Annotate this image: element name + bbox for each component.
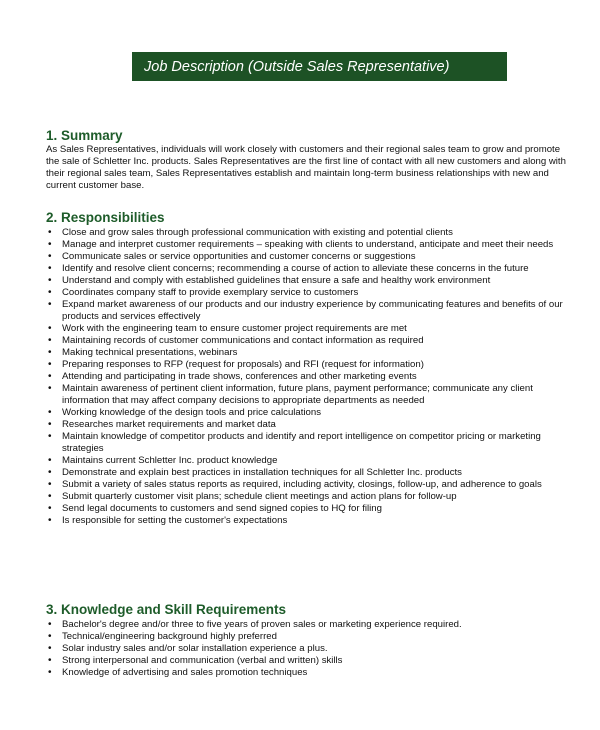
- list-item: • Maintains current Schletter Inc. product knowledge: [46, 455, 566, 467]
- document-title: Job Description (Outside Sales Representative): [144, 58, 450, 75]
- knowledge-list: [46, 619, 566, 679]
- list-item: • Maintaining records of customer communications and contact information as required: [46, 335, 566, 347]
- responsibilities-heading: 2. Responsibilities: [46, 210, 165, 225]
- list-item: • Maintain knowledge of competitor products and identify and report intelligence on competitor pricing or marketing strategies: [46, 431, 566, 455]
- list-item: • Submit a variety of sales status reports as required, including activity, closings, follow-up, and adherence to goals: [46, 479, 566, 491]
- list-item: • Bachelor's degree and/or three to five years of proven sales or marketing experience required.: [46, 619, 566, 631]
- knowledge-section: [46, 602, 566, 679]
- list-item: • Working knowledge of the design tools and price calculations: [46, 407, 566, 419]
- list-item: • Communicate sales or service opportunities and customer concerns or suggestions: [46, 251, 566, 263]
- list-item: • Knowledge of advertising and sales promotion techniques: [46, 667, 566, 679]
- summary-section: [46, 128, 566, 192]
- list-item: • Send legal documents to customers and send signed copies to HQ for filing: [46, 503, 566, 515]
- list-item: • Manage and interpret customer requirements – speaking with clients to understand, anticipate and meet their needs: [46, 239, 566, 251]
- list-item: • Submit quarterly customer visit plans; schedule client meetings and action plans for follow-up: [46, 491, 566, 503]
- responsibilities-section: [46, 210, 566, 527]
- list-item: • Understand and comply with established guidelines that ensure a safe and healthy work environment: [46, 275, 566, 287]
- list-item: • Identify and resolve client concerns; recommending a course of action to alleviate these concerns in the future: [46, 263, 566, 275]
- list-item: • Technical/engineering background highly preferred: [46, 631, 566, 643]
- list-item: • Making technical presentations, webinars: [46, 347, 566, 359]
- list-item: • Strong interpersonal and communication (verbal and written) skills: [46, 655, 566, 667]
- responsibilities-list: [46, 227, 566, 527]
- list-item: • Close and grow sales through professional communication with existing and potential clients: [46, 227, 566, 239]
- summary-text: As Sales Representatives, individuals will work closely with customers and their regional sales team to grow and promote the sale of Schletter Inc. products. Sales Representatives are the first line of contact with all new customers and along with their regional sales team, Sales Representatives establish and maintain long-term business relationships with new and current customer base.: [46, 144, 566, 191]
- summary-heading: 1. Summary: [46, 128, 123, 143]
- list-item: • Work with the engineering team to ensure customer project requirements are met: [46, 323, 566, 335]
- list-item: • Preparing responses to RFP (request for proposals) and RFI (request for information): [46, 359, 566, 371]
- list-item: • Maintain awareness of pertinent client information, future plans, payment performance; communicate any client information that may affect company decisions to appropriate departments as needed: [46, 383, 566, 407]
- list-item: • Coordinates company staff to provide exemplary service to customers: [46, 287, 566, 299]
- knowledge-heading: 3. Knowledge and Skill Requirements: [46, 602, 287, 617]
- list-item: • Expand market awareness of our products and our industry experience by communicating features and benefits of our products and services effectively: [46, 299, 566, 323]
- list-item: • Solar industry sales and/or solar installation experience a plus.: [46, 643, 566, 655]
- list-item: • Is responsible for setting the customer's expectations: [46, 515, 566, 527]
- list-item: • Demonstrate and explain best practices in installation techniques for all Schletter Inc. products: [46, 467, 566, 479]
- title-banner: [132, 52, 507, 81]
- list-item: • Researches market requirements and market data: [46, 419, 566, 431]
- list-item: • Attending and participating in trade shows, conferences and other marketing events: [46, 371, 566, 383]
